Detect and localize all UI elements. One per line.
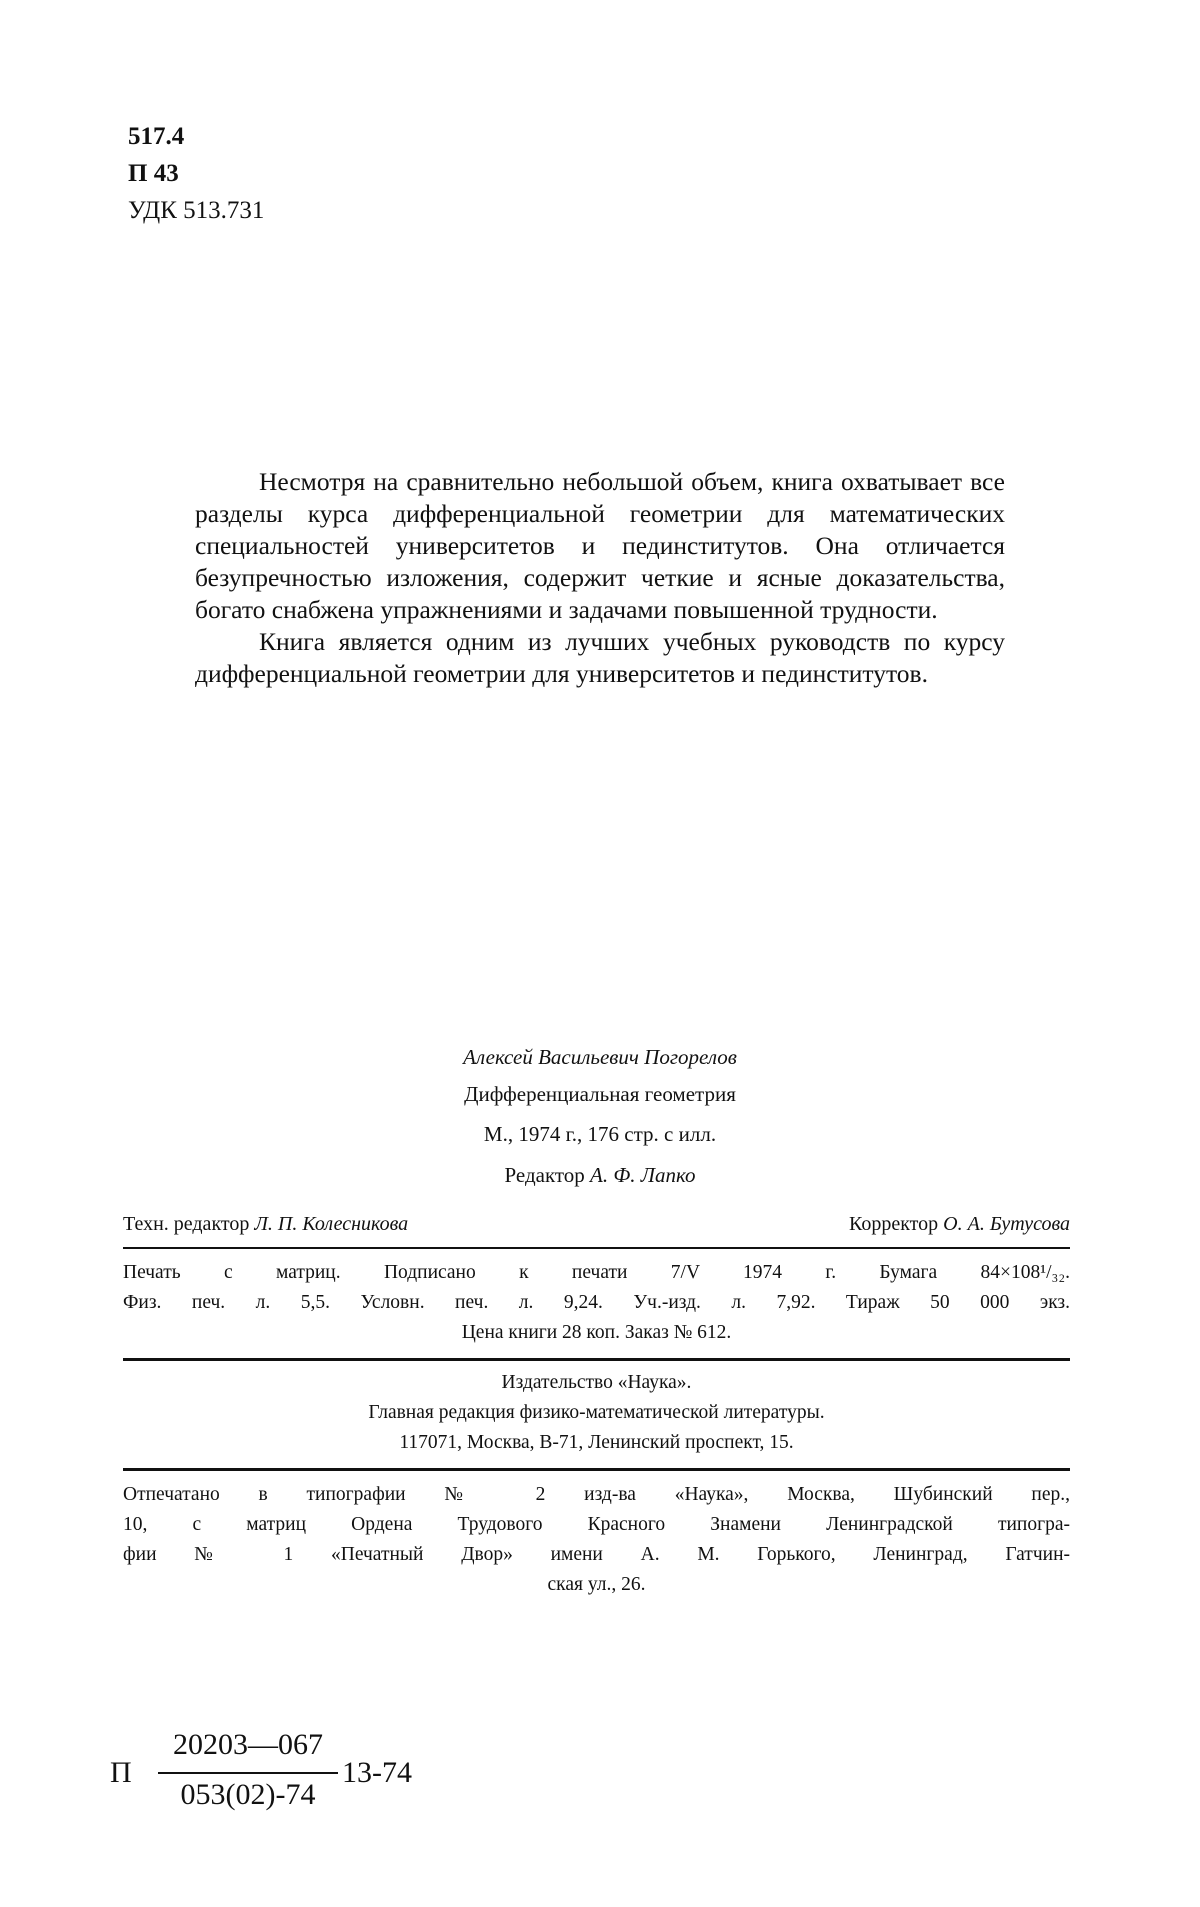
bbk-numerator: 20203—067 — [173, 1728, 323, 1761]
publisher-line-3: 117071, Москва, В-71, Ленинский проспект, 15. — [399, 1432, 794, 1453]
print-details-line-2: Физ. печ. л. 5,5. Условн. печ. л. 9,24. Уч.-изд. л. 7,92. Тираж 50 000 экз. — [123, 1292, 1070, 1313]
printer-line-4: ская ул., 26. — [547, 1574, 646, 1595]
classification-block — [128, 118, 264, 229]
printer-line-2: 10, с матриц Ордена Трудового Красного Знамени Ленинградской типогра- — [123, 1514, 1070, 1535]
corrector-name: О. А. Бутусова — [943, 1213, 1070, 1235]
udk-code: УДК 513.731 — [128, 197, 265, 224]
printer-line-3: фии № 1 «Печатный Двор» имени А. М. Горького, Ленинград, Гатчин- — [123, 1544, 1070, 1565]
publisher-line-1: Издательство «Наука». — [501, 1372, 692, 1393]
annotation-paragraph-2: Книга является одним из лучших учебных руководств по курсу дифференциальной геометрии для университетов и пединститутов. — [195, 627, 1005, 688]
print-details-line-3: Цена книги 28 коп. Заказ № 612. — [461, 1322, 732, 1343]
corrector-label: Корректор — [849, 1213, 939, 1235]
author-name: Алексей Васильевич Погорелов — [463, 1045, 737, 1069]
publication-info: М., 1974 г., 176 стр. с илл. — [483, 1122, 717, 1146]
annotation — [195, 466, 1005, 690]
divider — [123, 1247, 1070, 1249]
editor-name: А. Ф. Лапко — [590, 1163, 696, 1187]
editor-line — [400, 1163, 800, 1188]
bbk-index — [110, 1728, 510, 1828]
publisher-line-2: Главная редакция физико-математической литературы. — [368, 1402, 825, 1423]
author-mark: П 43 — [128, 160, 179, 187]
tech-editor-name: Л. П. Колесникова — [254, 1213, 409, 1235]
classification-code: 517.4 — [128, 123, 185, 150]
book-title: Дифференциальная геометрия — [464, 1082, 736, 1106]
annotation-paragraph-1: Несмотря на сравнительно небольшой объем, книга охватывает все разделы курса дифференциальной геометрии для математических специальностей университетов и пединститутов. Она отличается безупречностью изложения, содержит четкие и ясные доказательства, богато снабжена упражнениями и задачами повышенной трудности. — [195, 467, 1005, 624]
fraction-bar — [158, 1772, 338, 1774]
bbk-denominator: 053(02)-74 — [180, 1778, 316, 1811]
tech-editor-label: Техн. редактор — [123, 1213, 250, 1235]
editor-label: Редактор — [504, 1163, 585, 1187]
corrector — [849, 1213, 1070, 1236]
bbk-letter: П — [110, 1756, 132, 1789]
bbk-tail: 13-74 — [342, 1756, 412, 1789]
divider — [123, 1358, 1070, 1361]
tech-editor — [123, 1213, 408, 1236]
divider — [123, 1468, 1070, 1471]
print-details-line-1: Печать с матриц. Подписано к печати 7/V 1974 г. Бумага 84×108¹/₃₂. — [123, 1262, 1070, 1283]
printer-line-1: Отпечатано в типографии № 2 изд-ва «Наука», Москва, Шубинский пер., — [123, 1484, 1070, 1505]
